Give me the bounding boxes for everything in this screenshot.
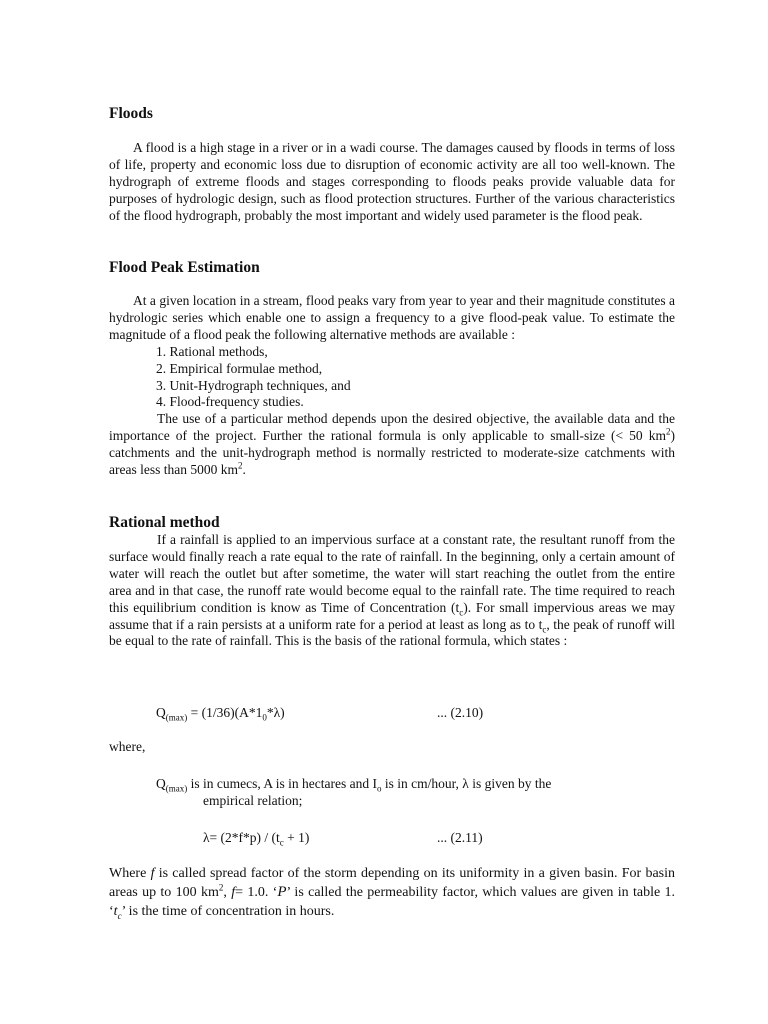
floods-paragraph-block: [109, 140, 675, 225]
final-text-c: ,: [223, 885, 232, 900]
final-paragraph: [109, 864, 675, 921]
italic-t: t: [113, 904, 118, 919]
equation-number-2-11: ... (2.11): [437, 830, 483, 845]
para2-text-b: ) catchments and the unit-hydrograph method is normally restricted to moderate-size catchments with areas less than 5000 km: [109, 428, 675, 478]
eq2-text-b: + 1): [283, 830, 310, 845]
heading-flood-peak-estimation: Flood Peak Estimation: [109, 259, 260, 276]
list-item: 4. Flood-frequency studies.: [156, 394, 304, 410]
subscript: (max): [165, 783, 188, 794]
def-text-a: is in cumecs, A is in hectares and I: [187, 776, 377, 791]
final-text-e: ’ is called the permeability factor, which values are given in table 1. ‘: [109, 885, 676, 919]
subscript: c: [542, 624, 547, 635]
heading-rational-method: Rational method: [109, 514, 220, 531]
para2-text-a: The use of a particular method depends upon the desired objective, the available data and the importance of the project. Further the rational formula is only applicable to small-size (< 50 km: [109, 411, 675, 444]
italic-f: f: [150, 866, 155, 881]
def-text-b: is in cm/hour, λ is given by the: [381, 776, 552, 791]
flood-peak-paragraph-2: [109, 411, 675, 479]
heading-floods: Floods: [109, 105, 153, 122]
rational-text-b: ). For small impervious areas we may assume that if a rain persists at a uniform rate for a period at least as long as to t: [109, 599, 676, 632]
equation-2-11: [203, 829, 309, 846]
where-label: where,: [109, 739, 146, 754]
final-text-d: = 1.0. ‘: [235, 885, 278, 900]
equation-2-10: [156, 704, 285, 721]
methods-list: [109, 344, 675, 412]
subscript: 0: [262, 712, 267, 723]
superscript: 2: [218, 882, 224, 893]
final-paragraph-block: [109, 864, 675, 921]
superscript: 2: [237, 460, 243, 471]
section-flood-peak: [109, 259, 675, 277]
eq2-text-a: λ= (2*f*p) / (t: [203, 830, 280, 845]
list-item: 3. Unit-Hydrograph techniques, and: [156, 377, 351, 393]
eq-end: *λ): [266, 705, 285, 720]
rational-body: [109, 532, 675, 650]
subscript: c: [117, 910, 122, 921]
def-q: Q: [156, 776, 166, 791]
rational-text-a: If a rainfall is applied to an impervious surface at a constant rate, the resultant runoff from the surface would finally reach a rate equal to the rate of rainfall. In the beginning, only a certain amount of water will reach the outlet but after sometime, the water will start reaching the outlet from the entire area and in that case, the runoff rate would become equal to the rainfall rate. The time required to reach this equilibrium condition is know as Time of Concentration (t: [109, 532, 675, 615]
italic-f: f: [231, 885, 236, 900]
para2-text-c: .: [242, 462, 246, 478]
flood-peak-body: [109, 293, 675, 479]
subscript: (max): [165, 712, 188, 723]
definition-line-2: empirical relation;: [203, 793, 303, 808]
floods-paragraph: A flood is a high stage in a river or in a wadi course. The damages caused by floods in terms of loss of life, property and economic loss due to disruption of economic activity are all too well-known. The hydrograph of extreme floods and stages corresponding to floods peaks provide valuable data for purposes of hydrologic design, such as flood protection structures. Further of the various characteristics of the flood hydrograph, probably the most important and widely used parameter is the flood peak.: [109, 140, 675, 223]
final-text-g: ’ is the time of concentration in hours.: [121, 904, 335, 919]
final-text-a: Where: [109, 866, 151, 881]
equation-number-2-10: ... (2.10): [437, 705, 484, 720]
superscript: 2: [666, 426, 671, 437]
section-rational: [109, 514, 675, 532]
flood-peak-intro: At a given location in a stream, flood peaks vary from year to year and their magnitude constitutes a hydrologic series which enable one to assign a frequency to a give flood-peak value. To estimate the magnitude of a flood peak the following alternative methods are available :: [109, 293, 675, 342]
subscript: c: [459, 607, 464, 618]
definition-line-1: [156, 775, 551, 792]
eq-q: Q: [156, 705, 166, 720]
section-floods: [109, 105, 675, 123]
subscript: c: [279, 837, 284, 848]
list-item: 2. Empirical formulae method,: [156, 360, 323, 376]
final-text-b: is called spread factor of the storm depending on its uniformity in a given basin. For basin areas up to 100 km: [109, 866, 675, 900]
rational-text-c: , the peak of runoff will be equal to the rate of rainfall. This is the basis of the rational formula, which states :: [109, 616, 675, 649]
italic-p: P: [277, 884, 287, 900]
list-item: 1. Rational methods,: [156, 343, 268, 359]
rational-paragraph: [109, 532, 675, 650]
eq-body: = (1/36)(A*1: [187, 705, 263, 720]
subscript: o: [376, 783, 382, 794]
